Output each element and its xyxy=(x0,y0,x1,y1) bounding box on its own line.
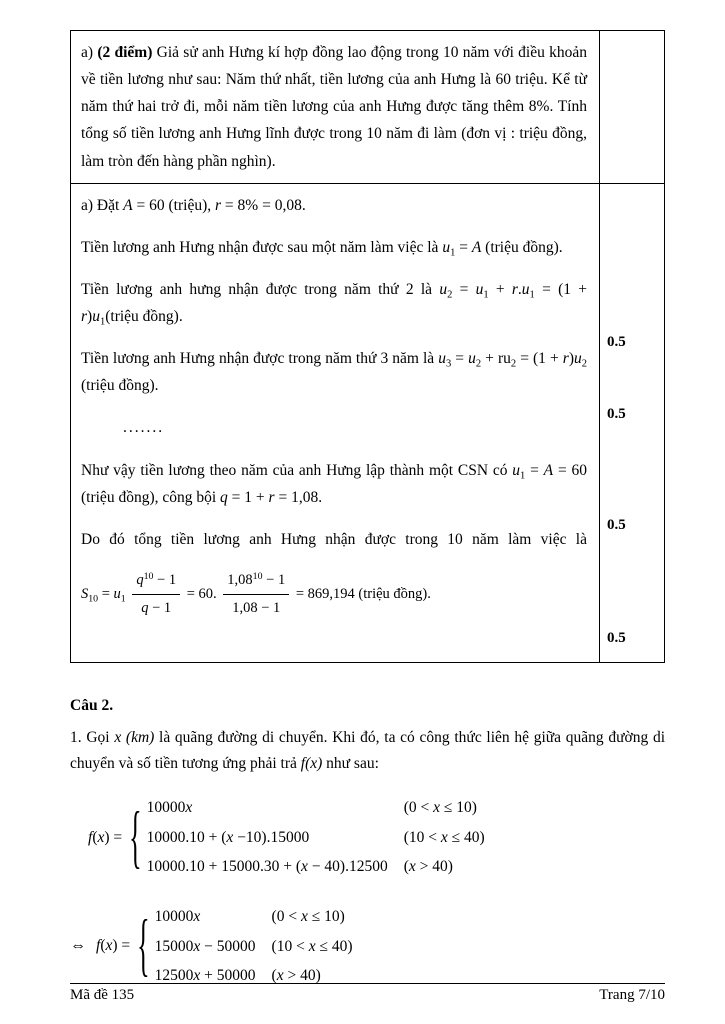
problem-text xyxy=(81,39,587,175)
case-condition: (0 < x ≤ 10) xyxy=(271,908,345,925)
math-segment: $u_1 = A = 60$ xyxy=(512,461,587,482)
case-row xyxy=(155,932,353,962)
case-expression: 15000x − 50000 xyxy=(154,937,256,955)
text-segment: a) Đặt xyxy=(81,196,120,214)
score-value-4: 0.5 xyxy=(607,629,626,646)
math-segment: $u_3 = u_2 + ru_2 = (1 + r)u_2$ xyxy=(438,350,588,370)
piecewise-function-1 xyxy=(88,793,665,882)
score-column xyxy=(600,184,664,662)
function-lhs: f(x) = xyxy=(88,828,123,846)
ellipsis-line: ....... xyxy=(123,419,165,437)
text-segment: (triệu đồng). xyxy=(81,377,159,395)
case-expression: 12500x + 50000 xyxy=(154,967,256,985)
case-condition: (10 < x ≤ 40) xyxy=(271,937,353,955)
exam-code: Mã đề 135 xyxy=(70,987,135,1003)
function-lhs: f(x) = xyxy=(96,937,131,955)
case-condition: (x > 40) xyxy=(403,858,453,876)
math-segment: x (km) xyxy=(114,728,155,746)
score-cell-empty xyxy=(600,31,664,183)
math-segment: r = 8% = 0,08 xyxy=(215,196,302,214)
piecewise-function-2 xyxy=(70,902,665,991)
text-segment: (triệu đồng). xyxy=(358,586,431,603)
text-segment: (triệu đồng), công bội xyxy=(81,488,217,506)
cau2-intro xyxy=(70,725,665,778)
cases-list xyxy=(147,793,485,882)
math-segment: f(x) xyxy=(300,754,323,772)
solution-paragraph-2 xyxy=(81,234,587,261)
fraction-numerator: $1,08^{10} - 1$ xyxy=(223,568,289,595)
solution-row xyxy=(71,183,664,662)
text-segment: 1. Gọi xyxy=(70,728,110,746)
left-brace: { xyxy=(129,797,142,876)
fraction-denominator: q − 1 xyxy=(141,600,172,617)
text-segment: (triệu đồng). xyxy=(105,308,183,325)
solution-table xyxy=(70,30,665,663)
math-segment: = 869,194 xyxy=(295,586,355,603)
problem-cell xyxy=(71,31,600,183)
text-segment: Tiền lương anh hưng nhận được trong năm thứ 2 là xyxy=(81,280,433,298)
math-segment: A = 60 xyxy=(123,196,165,214)
cau2-section xyxy=(70,697,665,991)
case-row xyxy=(147,852,485,882)
problem-label: a) xyxy=(81,44,94,61)
score-value-3: 0.5 xyxy=(607,516,626,533)
case-expression: 10000.10 + 15000.30 + (x − 40).12500 xyxy=(146,858,388,876)
text-segment: Tiền lương anh Hưng nhận được trong năm thứ 3 năm là xyxy=(81,350,435,368)
case-row xyxy=(147,793,485,823)
problem-points: (2 điểm) xyxy=(97,44,153,61)
text-segment: Tiền lương anh Hưng nhận được sau một năm làm việc là xyxy=(81,238,439,256)
math-segment: $u_2 = u_1 + r.u_1 = (1 + r)u_1$ xyxy=(81,280,587,328)
fraction-numerator: $q^{10} - 1$ xyxy=(132,568,180,595)
math-segment: $S_{10} = u_1$ xyxy=(81,586,126,605)
math-segment: q = 1 + r = 1,08 xyxy=(220,488,319,506)
math-segment: = 60. xyxy=(186,586,217,603)
problem-body: Giả sử anh Hưng kí hợp đồng lao động trong 10 năm với điều khoản về tiền lương như sau: Năm thứ nhất, tiền lương của anh Hưng là 60 triệu. Kể từ năm thứ hai trở đi, mỗi năm tiền lương của anh Hưng được tăng thêm 8%. Tính tổng số tiền lương anh Hưng lĩnh được trong 10 năm đi làm (đơn vị : triệu đồng, làm tròn đến hàng phần nghìn). xyxy=(81,44,588,170)
text-segment: (triệu), xyxy=(168,196,212,214)
case-expression: 10000x xyxy=(146,799,193,817)
case-condition: (10 < x ≤ 40) xyxy=(403,828,485,846)
case-condition: (0 < x ≤ 10) xyxy=(403,799,477,817)
case-expression: 10000.10 + (x −10).15000 xyxy=(146,828,310,846)
page-footer xyxy=(70,983,665,1004)
score-value-2: 0.5 xyxy=(607,405,626,422)
problem-row xyxy=(71,31,664,183)
solution-paragraph-4 xyxy=(81,345,587,399)
solution-formula xyxy=(81,568,587,622)
text-segment: . xyxy=(301,196,306,214)
fraction xyxy=(132,568,180,622)
equivalence-arrow: ⇔ xyxy=(70,937,86,955)
text-segment: Như vậy tiền lương theo năm của anh Hưng lập thành một CSN có xyxy=(81,461,508,479)
fraction-denominator: 1,08 − 1 xyxy=(232,600,281,617)
solution-paragraph-6 xyxy=(81,457,587,511)
math-segment: $u_1 = A$ xyxy=(442,238,482,259)
cases-list xyxy=(155,902,353,991)
text-segment: là quãng đường di chuyển. Khi đó, ta có công thức liên hệ giữa quãng đường di chuyển và số tiền tương ứng phải trả xyxy=(70,728,665,772)
text-segment: như sau: xyxy=(326,754,379,772)
case-row xyxy=(155,902,353,932)
solution-paragraph-1 xyxy=(81,192,587,219)
text-segment: . xyxy=(318,488,323,506)
text-segment: (triệu đồng). xyxy=(485,238,563,256)
fraction xyxy=(223,568,289,622)
case-expression: 10000x xyxy=(154,908,201,925)
solution-paragraph-7: Do đó tổng tiền lương anh Hưng nhận được trong 10 năm làm việc là xyxy=(81,530,587,548)
left-brace: { xyxy=(137,905,150,985)
case-condition: (x > 40) xyxy=(271,967,321,985)
solution-cell xyxy=(71,184,600,662)
cau2-title: Câu 2. xyxy=(70,696,114,714)
solution-paragraph-3 xyxy=(81,276,587,330)
page-number: Trang 7/10 xyxy=(599,987,665,1003)
case-row xyxy=(147,823,485,853)
score-value-1: 0.5 xyxy=(607,333,626,350)
